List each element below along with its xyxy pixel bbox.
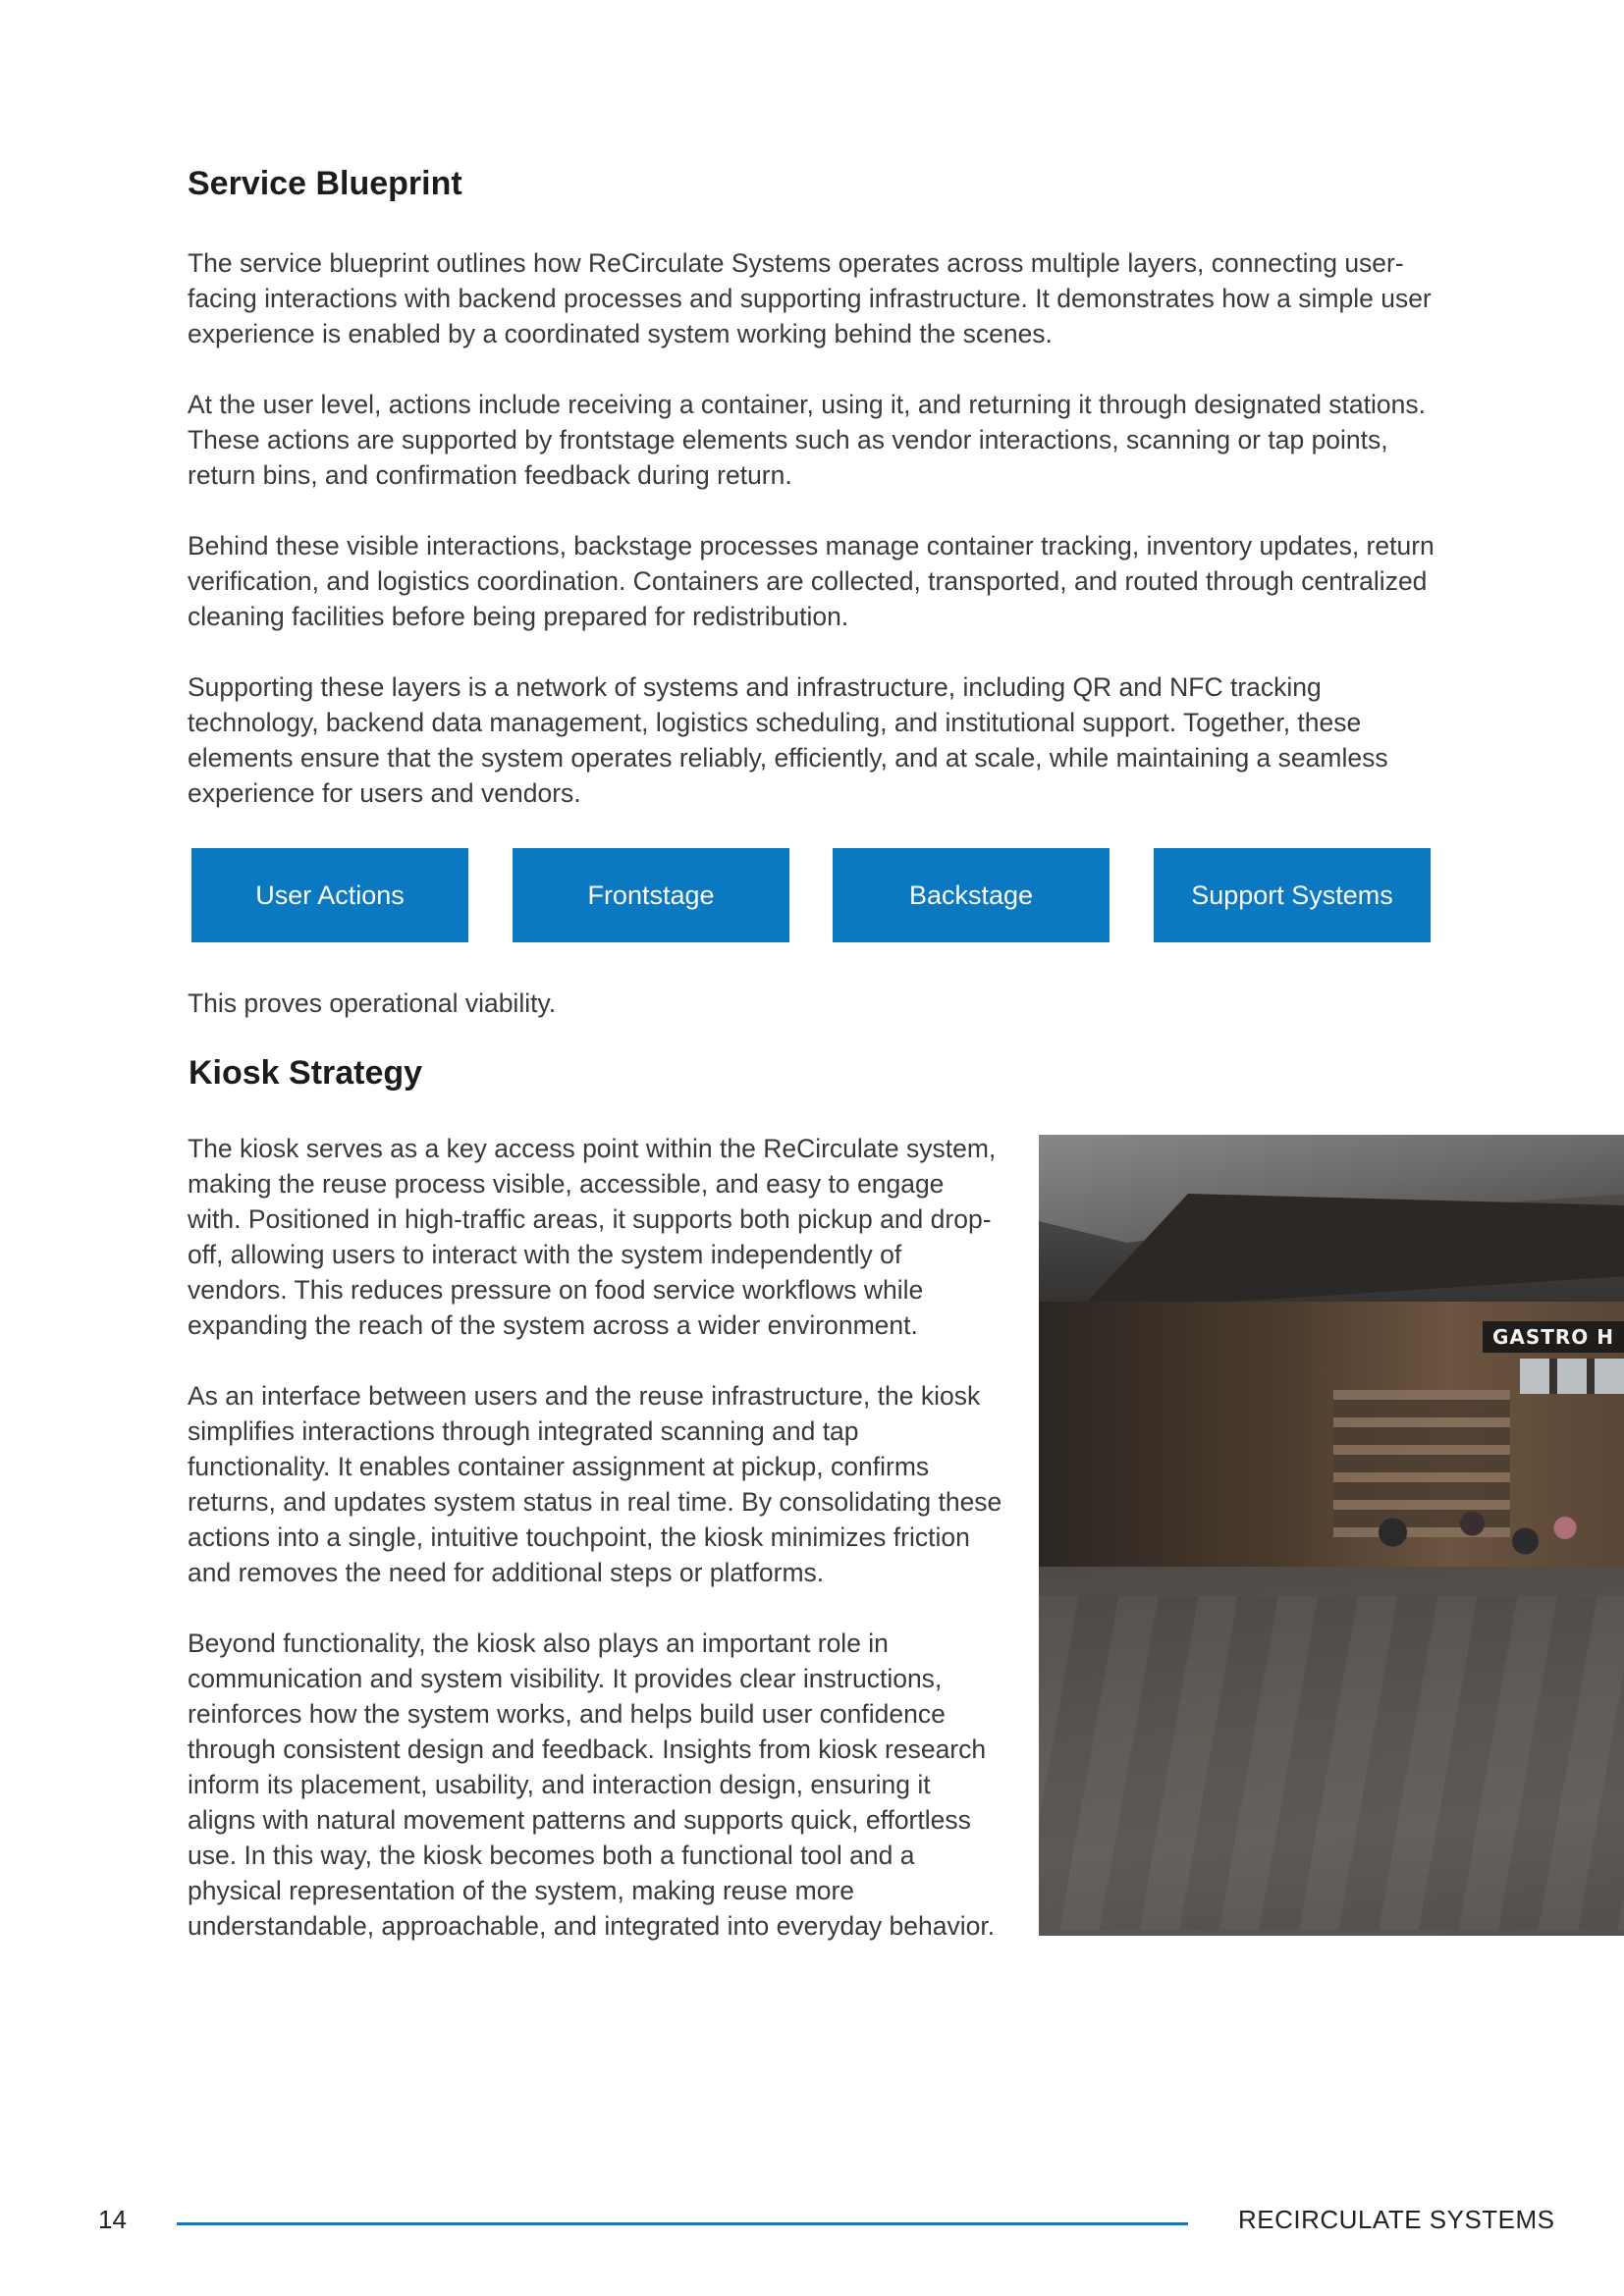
photo-gastro-sign: GASTRO H: [1483, 1321, 1624, 1353]
photo-menu-screens: [1520, 1359, 1624, 1394]
kiosk-strategy-heading: Kiosk Strategy: [189, 1054, 423, 1092]
viability-statement: This proves operational viability.: [188, 988, 557, 1018]
photo-diners: [1353, 1488, 1618, 1576]
layer-backstage: Backstage: [833, 848, 1110, 942]
page-footer: [0, 2199, 1624, 2248]
service-blueprint-paragraph-2: At the user level, actions include receiving a container, using it, and returning it through designated stations. These actions are supported by frontstage elements such as vendor interactions, scanning or tap points, return bins, and confirmation feedback during return.: [188, 390, 1426, 490]
layer-frontstage: Frontstage: [513, 848, 789, 942]
footer-brand: RECIRCULATE SYSTEMS: [1238, 2205, 1555, 2234]
kiosk-strategy-paragraph-1: The kiosk serves as a key access point within the ReCirculate system, making the reuse process visible, accessible, and easy to engage with. Positioned in high-traffic areas, it supports both pickup and drop-off, allowing users to interact with the system independently of vendors. This reduces pressure on food service workflows while expanding the reach of the system across a wider environment.: [188, 1134, 997, 1340]
service-blueprint-paragraph-1: The service blueprint outlines how ReCirculate Systems operates across multiple layers, connecting user-facing interactions with backend processes and supporting infrastructure. It demonstrates how a simple user experience is enabled by a coordinated system working behind the scenes.: [188, 248, 1432, 348]
page-number: 14: [98, 2205, 127, 2234]
kiosk-strategy-paragraph-3: Beyond functionality, the kiosk also plays an important role in communication and system visibility. It provides clear instructions, reinforces how the system works, and helps build user confidence through consistent design and feedback. Insights from kiosk research inform its placement, usability, and interaction design, ensuring it aligns with natural movement patterns and supports quick, effortless use. In this way, the kiosk becomes both a functional tool and a physical representation of the system, making reuse more understandable, approachable, and integrated into everyday behavior.: [188, 1629, 996, 1941]
service-blueprint-heading: Service Blueprint: [188, 165, 462, 202]
service-blueprint-paragraph-3: Behind these visible interactions, backstage processes manage container tracking, inventory updates, return verification, and logistics coordination. Containers are collected, transported, and routed through centralized cleaning facilities before being prepared for redistribution.: [188, 531, 1435, 631]
service-blueprint-paragraph-4: Supporting these layers is a network of systems and infrastructure, including QR and NFC tracking technology, backend data management, logistics scheduling, and institutional support. Together, these elements ensure that the system operates reliably, efficiently, and at scale, while maintaining a seamless experience for users and vendors.: [188, 672, 1388, 808]
layer-support-systems: Support Systems: [1154, 848, 1431, 942]
footer-rule: [177, 2222, 1188, 2225]
layer-user-actions: User Actions: [191, 848, 468, 942]
kiosk-strategy-paragraph-2: As an interface between users and the reuse infrastructure, the kiosk simplifies interactions through integrated scanning and tap functionality. It enables container assignment at pickup, confirms returns, and updates system status in real time. By consolidating these actions into a single, intuitive touchpoint, the kiosk minimizes friction and removes the need for additional steps or platforms.: [188, 1381, 1002, 1587]
food-court-photo: [1039, 1135, 1624, 1936]
photo-floor-texture: [1039, 1596, 1624, 1930]
blueprint-layers: [191, 848, 1450, 942]
